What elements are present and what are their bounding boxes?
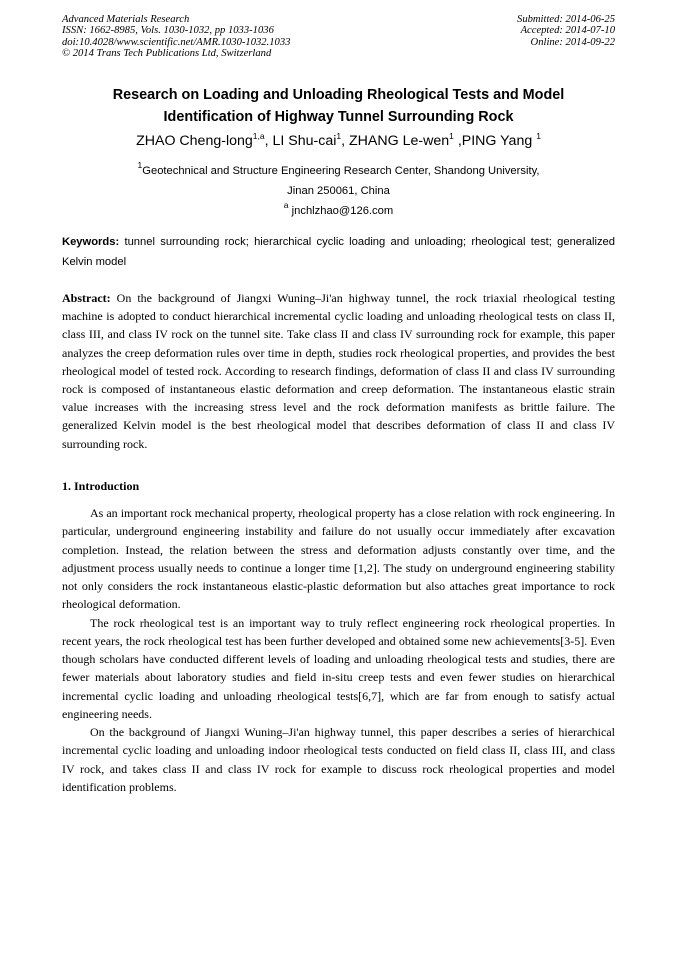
journal-info	[62, 14, 290, 60]
abstract-block	[62, 289, 615, 453]
author-separator: ,	[341, 133, 350, 149]
introduction-body	[62, 504, 615, 796]
affiliation	[62, 161, 615, 221]
keywords-block	[62, 232, 615, 272]
doi-line: doi:10.4028/www.scientific.net/AMR.1030-1032.1033	[62, 36, 291, 48]
abstract-label: Abstract:	[62, 291, 111, 305]
submitted-date: Submitted: 2014-06-25	[517, 14, 615, 25]
journal-name: Advanced Materials Research	[62, 14, 190, 25]
affiliation-line-1	[62, 161, 615, 181]
author-name: LI Shu-cai	[272, 133, 337, 149]
author-name: ZHANG Le-wen	[349, 133, 450, 149]
online-date: Online: 2014-09-22	[530, 36, 615, 48]
keywords-text: tunnel surrounding rock; hierarchical cyclic loading and unloading; rheological test; generalized Kelvin model	[62, 236, 615, 268]
author-list	[62, 131, 615, 151]
paragraph: On the background of Jiangxi Wuning–Ji'an highway tunnel, this paper describes a series of hierarchical incremental cyclic loading and unloading indoor rheological tests conducted on field class II, class III, and class IV rock, and takes class II and class IV rock for example to discuss rock rheological properties and model identification problems.	[62, 725, 615, 794]
publication-dates	[517, 14, 615, 48]
paragraph: As an important rock mechanical property, rheological property has a close relation with rock engineering. In particular, underground engineering instability and failure do not usually occur immediately after excavation completion. Instead, the relation between the stress and deformation adjusts constantly over time, and the adjustment process usually needs to continue a longer time [1,2]. The study on underground engineering stability not only considers the rock instantaneous elastic-plastic deformation but also attaches great importance to rock rheological deformation.	[62, 506, 615, 612]
author-superscript: 1	[536, 131, 541, 141]
email-superscript: a	[283, 200, 289, 210]
author-name: PING Yang	[461, 133, 537, 149]
title-line-2: Identification of Highway Tunnel Surrounding Rock	[163, 109, 514, 125]
accepted-date: Accepted: 2014-07-10	[520, 25, 615, 37]
author-separator: ,	[264, 133, 273, 149]
issn-line: ISSN: 1662-8985, Vols. 1030-1032, pp 1033-1036	[62, 25, 274, 37]
affiliation-line-2: Jinan 250061, China	[287, 185, 390, 197]
title-line-1: Research on Loading and Unloading Rheological Tests and Model	[112, 87, 565, 103]
author-name: ZHAO Cheng-long	[136, 133, 253, 149]
copyright-line: © 2014 Trans Tech Publications Ltd, Switzerland	[62, 48, 272, 60]
abstract-text: On the background of Jiangxi Wuning–Ji'an highway tunnel, the rock triaxial rheological testing machine is adopted to conduct hierarchical incremental cyclic loading and unloading rheological tests on class II, class III, and class IV rock on the tunnel site. Take class II and class IV surrounding rock for example, this paper analyzes the creep deformation rules over time in depth, studies rock rheological properties, and provides the best rheological model of tested rock. According to research findings, deformation of class II and class IV surrounding rock is composed of instantaneous elastic deformation and creep deformation. The instantaneous elastic strain value increases with the increasing stress level and the rock deformation manifests as brittle failure. The generalized Kelvin model is the best rheological model that describes deformation of class II and class IV surrounding rock.	[62, 291, 615, 451]
section-heading-introduction: 1. Introduction	[62, 479, 140, 493]
keywords-label: Keywords:	[62, 236, 120, 248]
affiliation-superscript: 1	[137, 160, 143, 170]
email-line	[62, 201, 615, 221]
paragraph: The rock rheological test is an important way to truly reflect engineering rock rheological properties. In recent years, the rock rheological test has been further developed and obtained some new achievements[3-5]. Even though scholars have conducted different levels of loading and unloading rheological tests and studies, there are fewer materials about laboratory studies and field in-situ creep tests and even fewer studies on hierarchical incremental cyclic loading and unloading rheological tests[6,7], which are far from enough to satisfy actual engineering needs.	[62, 615, 615, 721]
author-superscript: 1,a	[252, 131, 265, 141]
paper-title	[62, 84, 615, 128]
author-email: jnchlzhao@126.com	[288, 205, 394, 217]
author-superscript: 1	[449, 131, 454, 141]
affiliation-institution: Geotechnical and Structure Engineering Research Center, Shandong University,	[142, 165, 540, 177]
author-superscript: 1	[336, 131, 342, 141]
author-separator: ,	[453, 133, 462, 149]
